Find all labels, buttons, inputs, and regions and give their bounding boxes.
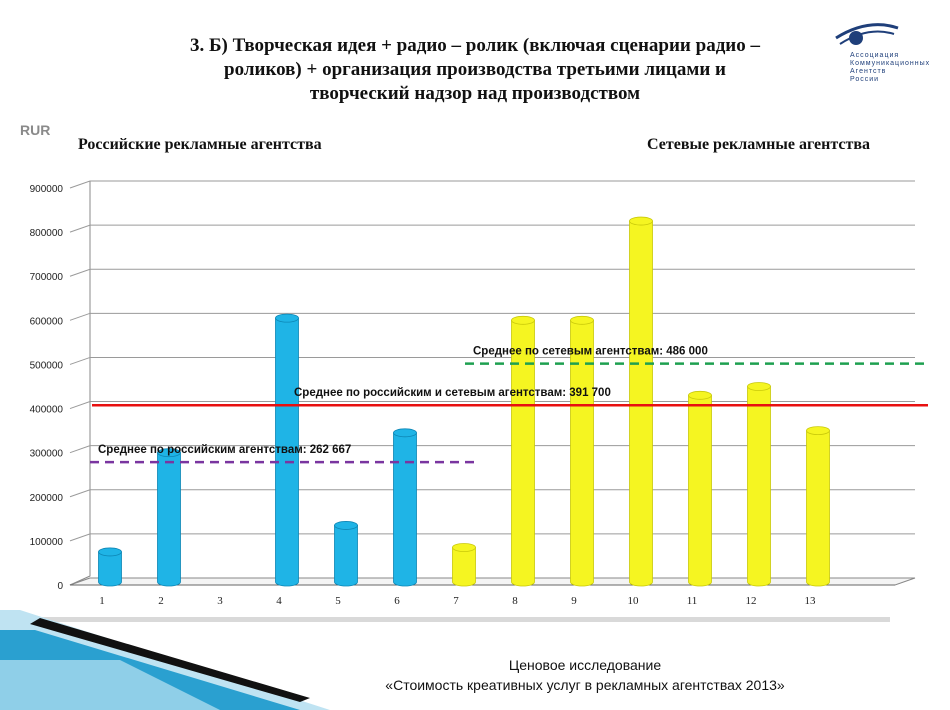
- bar-top: [335, 521, 358, 529]
- x-tick-label: 9: [571, 595, 577, 607]
- group-label-network: Сетевые рекламные агентства: [647, 136, 870, 153]
- gridline: [70, 534, 915, 541]
- bar-top: [689, 391, 712, 399]
- logo-line: Ассоциация: [850, 52, 900, 59]
- x-tick-label: 6: [394, 595, 400, 607]
- unit-label: RUR: [20, 122, 51, 138]
- bar-top: [453, 544, 476, 552]
- bar: [394, 433, 417, 586]
- x-tick-label: 7: [453, 595, 459, 607]
- x-tick-label: 5: [335, 595, 341, 607]
- gridline: [70, 269, 915, 276]
- bar-top: [748, 383, 771, 391]
- x-tick-label: 4: [276, 595, 282, 607]
- bar-top: [276, 314, 299, 322]
- title-line-1: 3. Б) Творческая идея + радио – ролик (включая сценарии радио –: [189, 35, 761, 56]
- bar: [512, 320, 535, 586]
- x-tick-label: 2: [158, 595, 164, 607]
- y-tick-label: 300000: [29, 448, 63, 460]
- x-tick-label: 13: [804, 595, 816, 607]
- y-tick-label: 100000: [29, 536, 63, 548]
- bar: [630, 221, 653, 586]
- bar: [807, 431, 830, 586]
- y-tick-label: 700000: [29, 272, 63, 284]
- bar-top: [394, 429, 417, 437]
- y-tick-label: 900000: [29, 184, 63, 195]
- x-tick-label: 1: [99, 595, 105, 607]
- source-note: [330, 655, 840, 695]
- gridline: [70, 490, 915, 497]
- gridline: [70, 313, 915, 320]
- logo-line: Коммуникационных: [850, 60, 931, 67]
- bar: [748, 387, 771, 587]
- logo-line: России: [850, 76, 880, 83]
- title-line-3: творческий надзор над производством: [309, 83, 641, 104]
- reference-line-label: Среднее по российским и сетевым агентствам: 391 700: [294, 387, 611, 400]
- reference-line-label: Среднее по сетевым агентствам: 486 000: [473, 345, 708, 358]
- source-line-1: Ценовое исследование: [508, 657, 662, 673]
- bar: [571, 320, 594, 586]
- side-wall: [70, 181, 90, 585]
- y-tick-label: 200000: [29, 492, 63, 504]
- y-tick-label: 600000: [29, 316, 63, 328]
- x-tick-label: 11: [686, 595, 698, 607]
- bar: [158, 453, 181, 586]
- x-tick-label: 3: [217, 595, 223, 607]
- bar-top: [512, 316, 535, 324]
- bar-top: [630, 217, 653, 225]
- bar: [99, 552, 122, 586]
- x-tick-label: 8: [512, 595, 518, 607]
- x-tick-label: 10: [627, 595, 639, 607]
- bar: [335, 525, 358, 586]
- bar: [689, 395, 712, 586]
- reference-line-label: Среднее по российским агентствам: 262 667: [98, 444, 352, 457]
- chart-floor: [70, 578, 915, 585]
- gridline: [70, 225, 915, 232]
- y-tick-label: 400000: [29, 404, 63, 416]
- bar-top: [571, 316, 594, 324]
- bar: [453, 548, 476, 586]
- source-line-2: «Стоимость креативных услуг в рекламных агентствах 2013»: [385, 677, 785, 693]
- x-tick-label: 12: [745, 595, 757, 607]
- title-line-2: роликов) + организация производства третьими лицами и: [224, 59, 726, 80]
- group-label-russian: Российские рекламные агентства: [78, 136, 322, 153]
- bar-top: [807, 427, 830, 435]
- logo-line: Агентств: [850, 68, 887, 75]
- y-tick-label: 0: [57, 581, 63, 592]
- y-tick-label: 500000: [29, 360, 63, 372]
- gridline: [70, 181, 915, 188]
- y-tick-label: 800000: [29, 228, 63, 240]
- bar-top: [99, 548, 122, 556]
